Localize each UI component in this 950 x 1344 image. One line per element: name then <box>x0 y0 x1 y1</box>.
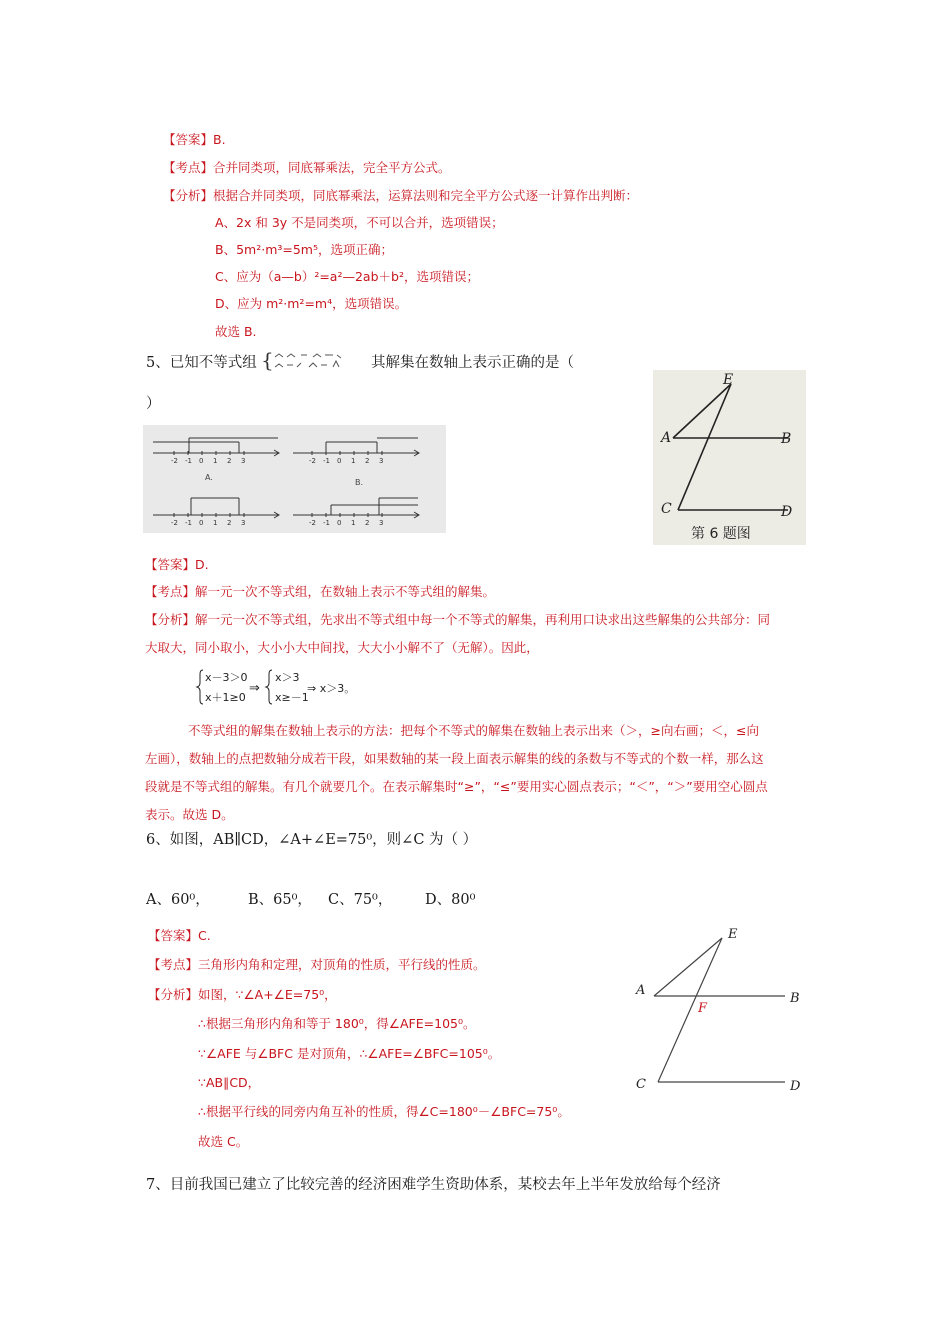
tick-label: 3 <box>379 519 384 527</box>
q4-line-c: C、应为（a—b）²=a²—2ab＋b²，选项错误； <box>215 269 479 284</box>
q5-system-solution <box>195 668 395 708</box>
q5-analysis-1: 【分析】解一元一次不等式组，先求出不等式组中每一个不等式的解集，再利用口诀求出这些解集的公共部分：同 <box>145 612 771 627</box>
q5-expl-4: 表示。故选 D。 <box>145 807 234 822</box>
option-a-label: A. <box>205 473 213 482</box>
q6-line-2: ∵∠AFE 与∠BFC 是对顶角，∴∠AFE=∠BFC=105⁰。 <box>198 1046 501 1061</box>
tick-label: -1 <box>185 457 192 465</box>
q5-stem-prefix: 5、已知不等式组 <box>146 355 257 371</box>
point-c: C <box>636 1077 646 1092</box>
q6-stem: 6、如图，AB∥CD，∠A+∠E=75⁰，则∠C 为（ ） <box>146 832 478 848</box>
sys-arrow: ⇒ <box>249 681 260 696</box>
figure-6-diagram-drawing <box>630 920 815 1100</box>
q4-point: 【考点】合并同类项，同底幂乘法，完全平方公式。 <box>163 160 451 175</box>
tick-label: 2 <box>227 457 232 465</box>
system-solution-drawing <box>195 668 395 708</box>
tick-label: 2 <box>365 457 370 465</box>
point-b: B <box>790 991 800 1006</box>
figure-6-diagram <box>630 920 815 1100</box>
q5-stem <box>146 350 574 376</box>
tick-label: -2 <box>171 457 178 465</box>
q6-line-4: ∴根据平行线的同旁内角互补的性质，得∠C=180⁰－∠BFC=75⁰。 <box>198 1104 570 1119</box>
q4-analysis: 【分析】根据合并同类项，同底幂乘法，运算法则和完全平方公式逐一计算作出判断： <box>163 188 639 203</box>
tick-label: 0 <box>337 519 342 527</box>
photo-point-b: B <box>781 431 792 447</box>
q5-answer: 【答案】D. <box>145 557 209 572</box>
figure-6-photo-drawing <box>653 370 806 545</box>
tick-label: 0 <box>337 457 342 465</box>
figure-caption: 第 6 题图 <box>691 526 751 542</box>
q5-analysis-2: 大取大，同小取小，大小小大中间找，大大小小解不了（无解）。因此， <box>145 640 539 655</box>
q6-line-1: ∴根据三角形内角和等于 180⁰，得∠AFE=105⁰。 <box>198 1016 476 1031</box>
tick-label: -2 <box>309 457 316 465</box>
tick-label: -1 <box>185 519 192 527</box>
tick-label: 1 <box>351 519 356 527</box>
tick-label: 2 <box>227 519 232 527</box>
q4-line-b: B、5m²·m³=5m⁵，选项正确； <box>215 242 393 257</box>
option-b-label: B. <box>355 478 364 487</box>
tick-label: -2 <box>309 519 316 527</box>
q7-stem: 7、目前我国已建立了比较完善的经济困难学生资助体系，某校去年上半年发放给每个经济 <box>146 1177 721 1193</box>
tick-label: 1 <box>351 457 356 465</box>
tick-label: 2 <box>365 519 370 527</box>
q6-option-d: D、80⁰ <box>425 892 476 908</box>
sys-right-2: x≥－1 <box>275 691 309 704</box>
number-line-options-image <box>143 425 446 533</box>
sys-left-1: x－3＞0 <box>205 671 248 684</box>
q5-expl-2: 左画），数轴上的点把数轴分成若干段，如果数轴的某一段上面表示解集的线的条数与不等式的个数一样，那么这 <box>145 751 764 766</box>
photo-point-d: D <box>781 504 793 520</box>
q5-stem-suffix: 其解集在数轴上表示正确的是（ <box>370 355 574 371</box>
q6-option-c: C、75⁰， <box>328 892 393 908</box>
tick-label: -1 <box>323 519 330 527</box>
point-a: A <box>636 983 646 998</box>
tick-label: 3 <box>241 457 246 465</box>
tick-label: 1 <box>213 457 218 465</box>
q4-line-d: D、应为 m²·m²=m⁴，选项错误。 <box>215 296 408 311</box>
photo-point-a: A <box>661 430 672 446</box>
q6-answer: 【答案】C. <box>148 928 211 943</box>
photo-point-c: C <box>661 501 672 517</box>
q5-system-garbled <box>261 350 366 376</box>
q6-analysis: 【分析】如图，∵∠A+∠E=75⁰， <box>148 987 337 1002</box>
q4-conclusion: 故选 B. <box>215 324 257 339</box>
photo-point-e: E <box>723 372 734 388</box>
tick-label: 0 <box>199 519 204 527</box>
number-line-options <box>143 425 446 533</box>
q6-conclusion: 故选 C。 <box>198 1134 249 1149</box>
q5-point: 【考点】解一元一次不等式组，在数轴上表示不等式组的解集。 <box>145 584 496 599</box>
q5-expl-1: 不等式组的解集在数轴上表示的方法：把每个不等式的解集在数轴上表示出来（＞，≥向右画；＜，≤向 <box>188 723 759 738</box>
q6-option-a: A、60⁰， <box>146 892 210 908</box>
q6-line-3: ∵AB∥CD， <box>198 1075 261 1090</box>
q6-option-b: B、65⁰， <box>248 892 312 908</box>
sys-right-1: x＞3 <box>275 671 300 684</box>
svg-text:{: { <box>261 350 275 372</box>
point-d: D <box>790 1079 801 1094</box>
q6-point: 【考点】三角形内角和定理，对顶角的性质，平行线的性质。 <box>148 957 486 972</box>
tick-label: 3 <box>379 457 384 465</box>
tick-label: 0 <box>199 457 204 465</box>
sys-result: ⇒ x＞3。 <box>307 682 356 695</box>
tick-label: 3 <box>241 519 246 527</box>
q4-line-a: A、2x 和 3y 不是同类项，不可以合并，选项错误； <box>215 215 504 230</box>
inequality-system-image <box>261 350 366 372</box>
tick-label: -1 <box>323 457 330 465</box>
q5-stem-close: ） <box>146 396 161 412</box>
point-e: E <box>728 927 738 942</box>
q4-answer: 【答案】B. <box>163 132 226 147</box>
tick-label: -2 <box>171 519 178 527</box>
sys-left-2: x＋1≥0 <box>205 691 246 704</box>
tick-label: 1 <box>213 519 218 527</box>
q5-expl-3: 段就是不等式组的解集。有几个就要几个。在表示解集时“≥”，“≤”要用实心圆点表示；“＜”，“＞”要用空心圆点 <box>145 779 768 794</box>
point-f: F <box>698 1001 708 1016</box>
figure-6-photo <box>653 370 806 545</box>
